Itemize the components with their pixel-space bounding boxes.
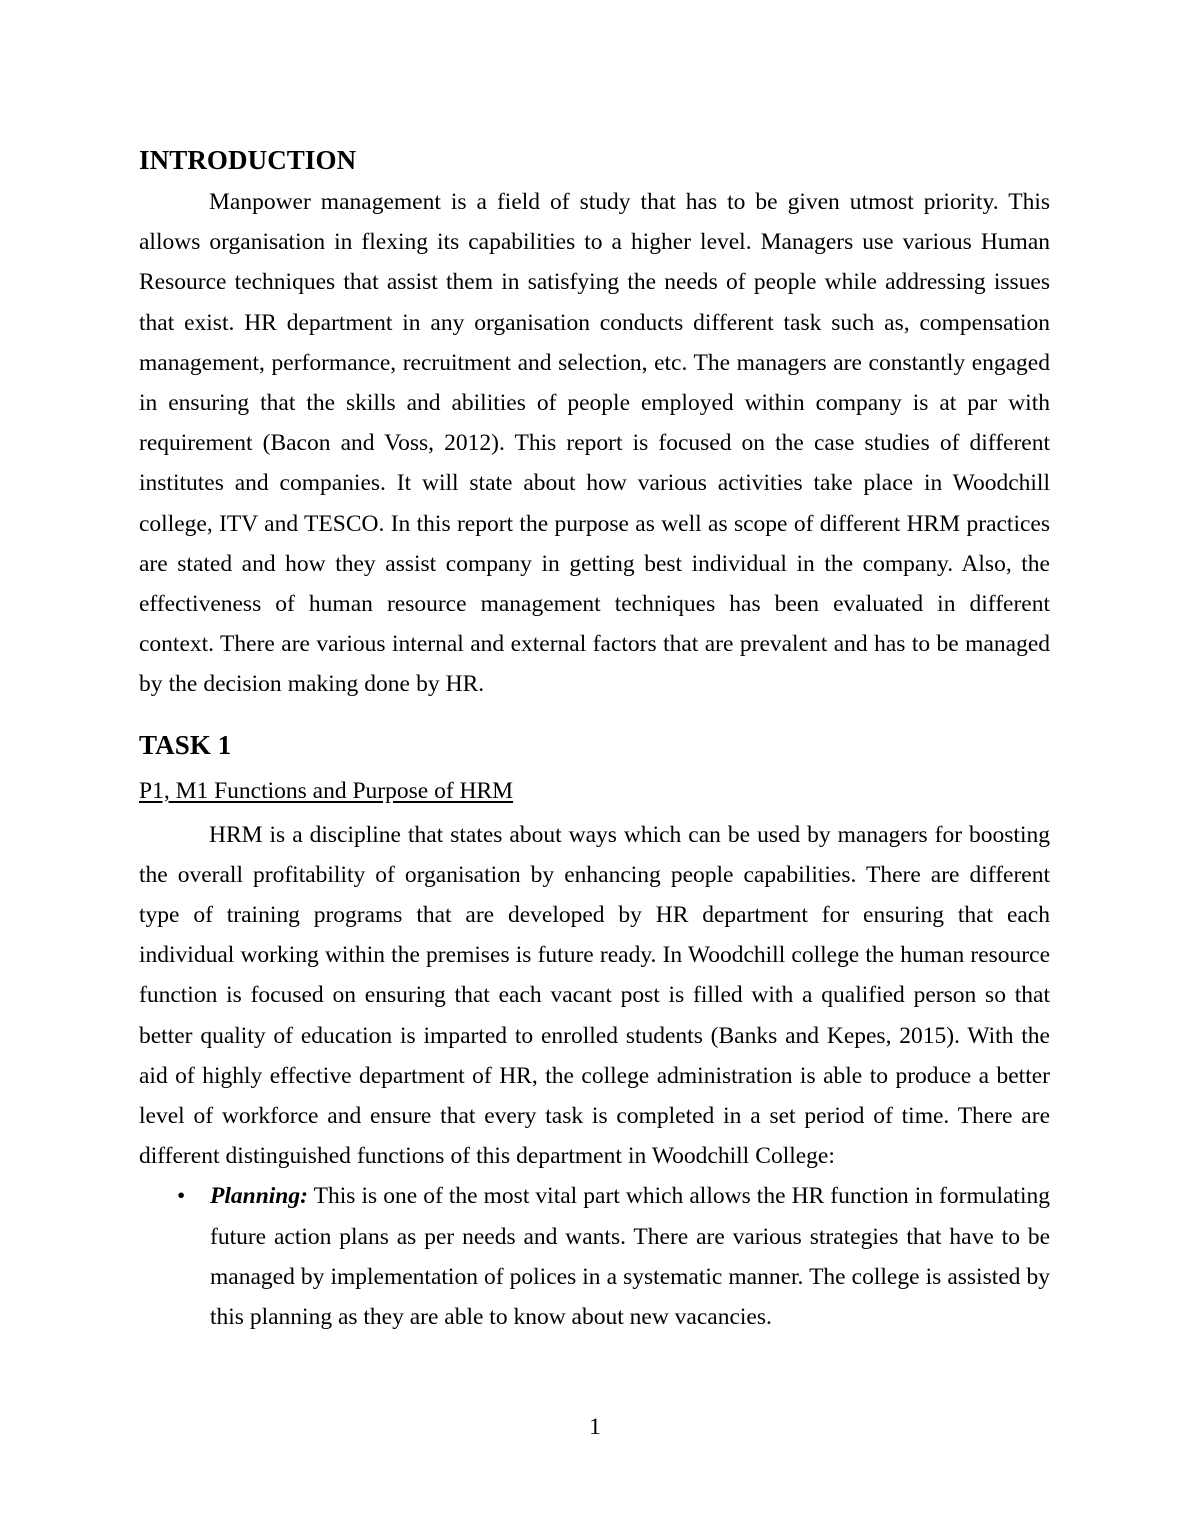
- page-number: 1: [589, 1414, 601, 1440]
- bullet-point-icon: •: [177, 1183, 186, 1210]
- section-heading-task-1: TASK 1: [139, 729, 232, 760]
- bullet-lead-label: Planning:: [210, 1183, 308, 1210]
- section-heading-introduction: INTRODUCTION: [139, 145, 357, 175]
- subheading-p1-m1: [139, 771, 1050, 811]
- page-content: [139, 140, 1050, 1337]
- list-item: [139, 1176, 1050, 1337]
- introduction-paragraph: Manpower management is a field of study that has to be given utmost priority. This allows organisation in flexing its capabilities to a higher level. Managers use various Human Resource techniques that assist them in satisfying the needs of people while addressing issues that exist. HR department in any organisation conducts different task such as, compensation management, performance, recruitment and selection, etc. The managers are constantly engaged in ensuring that the skills and abilities of people employed within company is at par with requirement (Bacon and Voss, 2012). This report is focused on the case studies of different institutes and companies. It will state about how various activities take place in Woodchill college, ITV and TESCO. In this report the purpose as well as scope of different HRM practices are stated and how they assist company in getting best individual in the company. Also, the effectiveness of human resource management techniques has been evaluated in different context. There are various internal and external factors that are prevalent and has to be managed by the decision making done by HR.: [139, 189, 1050, 698]
- subheading-text: P1, M1 Functions and Purpose of HRM: [139, 777, 514, 804]
- functions-bullet-list: [139, 1176, 1050, 1337]
- hrm-functions-paragraph: HRM is a discipline that states about ways which can be used by managers for boosting the overall profitability of organisation by enhancing people capabilities. There are different type of training programs that are developed by HR department for ensuring that each individual working within the premises is future ready. In Woodchill college the human resource function is focused on ensuring that each vacant post is filled with a qualified person so that better quality of education is imparted to enrolled students (Banks and Kepes, 2015). With the aid of highly effective department of HR, the college administration is able to produce a better level of workforce and ensure that every task is completed in a set period of time. There are different distinguished functions of this department in Woodchill College:: [139, 821, 1050, 1170]
- bullet-body-text: This is one of the most vital part which allows the HR function in formulating future action plans as per needs and wants. There are various strategies that have to be managed by implementation of polices in a systematic manner. The college is assisted by this planning as they are able to know about new vacancies.: [210, 1183, 1050, 1331]
